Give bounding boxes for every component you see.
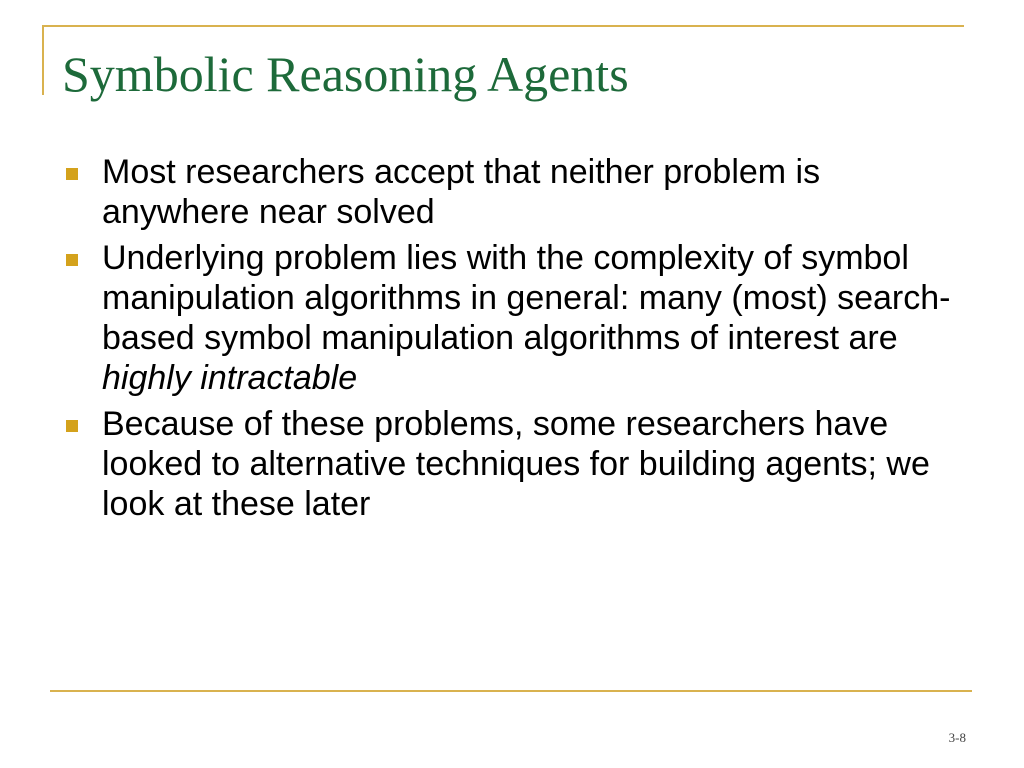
square-bullet-icon — [66, 254, 78, 266]
slide-title: Symbolic Reasoning Agents — [62, 46, 629, 102]
bottom-rule — [50, 690, 972, 692]
top-rule — [42, 25, 964, 27]
bullet-item — [64, 238, 974, 398]
square-bullet-icon — [66, 420, 78, 432]
square-bullet-icon — [66, 168, 78, 180]
bullet-text: Because of these problems, some researchers have looked to alternative techniques for building agents; we look at these later — [102, 405, 930, 523]
bullet-emphasis: highly intractable — [102, 359, 358, 397]
bullet-text: Underlying problem lies with the complexity of symbol manipulation algorithms in general: many (most) search-based symbol manipulation algorithms of interest are — [102, 239, 951, 357]
bullet-list — [64, 152, 974, 530]
bullet-item — [64, 404, 974, 524]
bullet-item — [64, 152, 974, 232]
bullet-text: Most researchers accept that neither problem is anywhere near solved — [102, 153, 821, 231]
left-rule — [42, 25, 44, 95]
page-number: 3-8 — [948, 730, 966, 745]
